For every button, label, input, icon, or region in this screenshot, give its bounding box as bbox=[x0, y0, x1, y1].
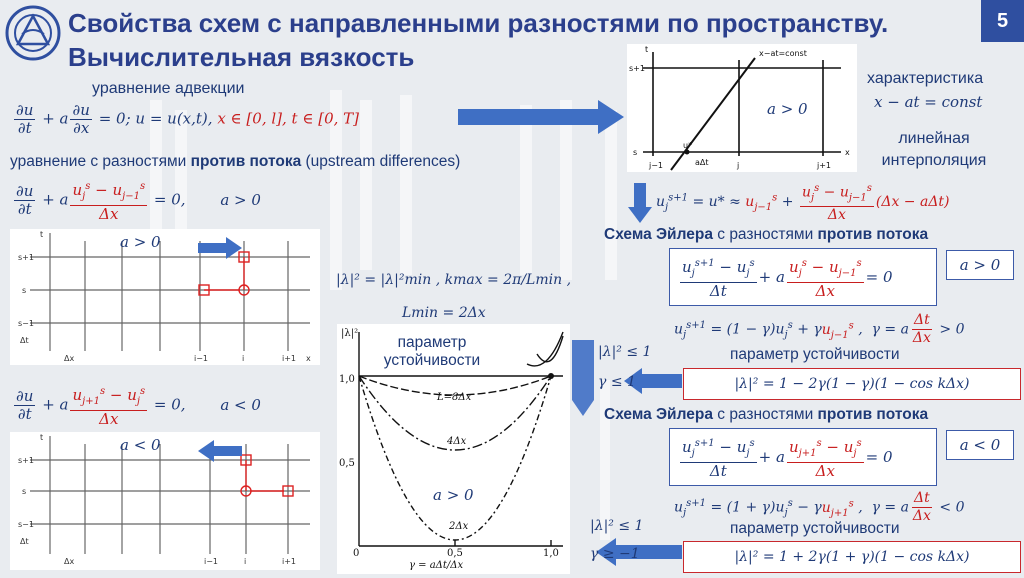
grid1-label-dt: Δt bbox=[20, 336, 29, 345]
interpolation-equation: $u_j^{s+1} = u* \approx u_{j-1}^s$ + $\frac{u_j^s - u_{j-1}^s}{\Delta x}$ (Δx − aΔt) bbox=[656, 180, 950, 224]
characteristic-label: характеристика bbox=[867, 70, 984, 87]
scheme1-condition: a > 0 bbox=[946, 250, 1014, 280]
grid1-label-i: i bbox=[242, 354, 245, 363]
advection-domain: x ∈ [0, l], t ∈ [0, T] bbox=[217, 109, 360, 128]
interpolation-label: линейная интерполяция bbox=[881, 130, 987, 169]
char-label-s: s bbox=[633, 148, 638, 157]
scheme2-equation-box: $\frac{u_j^{s+1} - u_j^s}{\Delta t}$ + a $\frac{u_{j+1}^s - u_j^s}{\Delta x}$ = 0 bbox=[669, 428, 937, 486]
grid2-label-im1: i−1 bbox=[204, 557, 219, 566]
grid-lines bbox=[30, 233, 310, 351]
grid2-label-dt: Δt bbox=[20, 537, 29, 546]
slide-title-line2: Вычислительная вязкость bbox=[68, 42, 415, 72]
char-label-jm1: j−1 bbox=[649, 161, 664, 170]
scheme2-title-pre: Схема Эйлера bbox=[604, 406, 713, 423]
slide-title-line1: Свойства схем с направленными разностями по пространству. bbox=[68, 8, 889, 38]
scheme2-title bbox=[604, 406, 928, 424]
stability1-formula-box: |λ|² = 1 − 2γ(1 − γ)(1 − cos kΔx) bbox=[683, 368, 1021, 400]
upstream-equation-positive: $\frac{\partial u}{\partial t}$ + a $\frac{u_j^s - u_{j-1}^s}{\Delta x}$ = 0, a > 0 bbox=[12, 178, 261, 223]
grid1-label-im1: i−1 bbox=[194, 354, 209, 363]
grid2-condition: a < 0 bbox=[120, 436, 161, 454]
lmin-equation: Lmin = 2Δx bbox=[402, 305, 486, 321]
advection-eq-tail: = 0; u = u(x,t), bbox=[98, 109, 213, 128]
characteristic-diagram-svg bbox=[627, 44, 857, 172]
curve-label-4dx: 4Δx bbox=[447, 436, 467, 447]
plot-point-unity bbox=[548, 373, 554, 379]
arrow-down-interp-icon bbox=[628, 183, 652, 223]
scheme2-condition: a < 0 bbox=[946, 430, 1014, 460]
eq2-condition: a < 0 bbox=[220, 395, 261, 414]
grid1-label-s1: s+1 bbox=[18, 253, 34, 262]
flow-arrow-right-icon bbox=[198, 237, 242, 259]
arrow-to-characteristic-icon bbox=[458, 100, 624, 134]
plot-xlabel: γ = aΔt/Δx bbox=[409, 560, 464, 571]
curve-label-8dx: L=8Δx bbox=[437, 392, 472, 403]
stability2-bound: |λ|² ≤ 1 bbox=[590, 518, 644, 534]
scheme2-update: $u_j^{s+1} = (1 + \gamma)u_j^s - \gamma u_{j+1}^s$ , γ = a $\frac{\Delta t}{\Delta x}$ < 0 bbox=[674, 490, 965, 524]
char-label-ustar: u* bbox=[683, 141, 693, 150]
stability2-gamma: γ ≥ −1 bbox=[590, 546, 640, 562]
scheme1-title-pre: Схема Эйлера bbox=[604, 226, 713, 243]
scheme1-equation-box: $\frac{u_j^{s+1} - u_j^s}{\Delta t}$ + a $\frac{u_j^s - u_{j-1}^s}{\Delta x}$ = 0 bbox=[669, 248, 937, 306]
char-diagram-condition: a > 0 bbox=[767, 100, 808, 118]
grid2-label-t: t bbox=[40, 433, 44, 442]
upstream-label bbox=[10, 153, 460, 171]
lambda-relation: |λ|² = |λ|²min , kmax = 2π/Lmin , bbox=[336, 272, 572, 288]
plot-condition: a > 0 bbox=[433, 486, 474, 504]
plot-y05: 0,5 bbox=[339, 458, 355, 469]
characteristic-equation: x − at = const bbox=[874, 93, 983, 111]
characteristic-line bbox=[671, 58, 755, 170]
scheme2-title-mid: с разностями bbox=[712, 406, 818, 423]
flow-arrow-left-icon bbox=[198, 440, 242, 462]
plot-param-label: параметр устойчивости bbox=[377, 334, 487, 370]
stability1-bound: |λ|² ≤ 1 bbox=[598, 344, 652, 360]
plot-y1: 1,0 bbox=[339, 374, 355, 385]
scheme1-title bbox=[604, 226, 928, 244]
plot-ylabel: |λ|² bbox=[341, 328, 359, 339]
stencil-grid-negative-svg bbox=[10, 432, 320, 570]
stencil-grid-positive bbox=[10, 229, 320, 365]
char-label-s1: s+1 bbox=[629, 64, 645, 73]
stability-plot bbox=[337, 324, 570, 574]
grid2-label-s: s bbox=[22, 487, 27, 496]
grid1-label-s: s bbox=[22, 286, 27, 295]
grid2-label-ip1: i+1 bbox=[282, 557, 297, 566]
char-label-adt: aΔt bbox=[695, 158, 709, 167]
grid2-label-sm1: s−1 bbox=[18, 520, 34, 529]
grid1-label-x: x bbox=[306, 354, 311, 363]
grid1-label-ip1: i+1 bbox=[282, 354, 297, 363]
stencil-negative bbox=[241, 455, 293, 496]
char-label-j: j bbox=[737, 161, 740, 170]
stability2-formula-box: |λ|² = 1 + 2γ(1 + γ)(1 − cos kΔx) bbox=[683, 541, 1021, 573]
scheme2-title-bold: против потока bbox=[817, 406, 929, 423]
arrow-down-to-plot-icon bbox=[572, 340, 594, 416]
curve-label-2dx: 2Δx bbox=[449, 521, 469, 532]
grid1-label-t: t bbox=[40, 230, 44, 239]
scheme1-title-bold: против потока bbox=[817, 226, 929, 243]
scheme1-title-mid: с разностями bbox=[712, 226, 818, 243]
char-label-x: x bbox=[845, 148, 850, 157]
stability1-gamma: γ ≤ 1 bbox=[598, 374, 636, 390]
advection-label: уравнение адвекции bbox=[92, 80, 245, 97]
grid1-label-sm1: s−1 bbox=[18, 319, 34, 328]
university-logo bbox=[4, 4, 62, 62]
stability-param-label-2: параметр устойчивости bbox=[730, 520, 900, 537]
plot-x0: 0 bbox=[353, 548, 360, 559]
slide-number-badge: 5 bbox=[981, 0, 1024, 42]
grid2-label-i: i bbox=[244, 557, 247, 566]
characteristic-diagram bbox=[627, 44, 857, 172]
upstream-label-bold: против потока bbox=[190, 153, 302, 170]
upstream-equation-negative: $\frac{\partial u}{\partial t}$ + a $\frac{u_{j+1}^s - u_j^s}{\Delta x}$ = 0, a < 0 bbox=[12, 383, 261, 428]
upstream-label-pre: уравнение с разностями bbox=[10, 153, 191, 170]
stencil-grid-positive-svg bbox=[10, 229, 320, 365]
stability-param-label-1: параметр устойчивости bbox=[730, 346, 900, 363]
grid1-condition: a > 0 bbox=[120, 233, 161, 251]
stencil-grid-negative bbox=[10, 432, 320, 570]
grid2-lines bbox=[30, 436, 310, 554]
char-label-jp1: j+1 bbox=[817, 161, 832, 170]
grid1-label-dx: Δx bbox=[64, 354, 75, 363]
plot-x05: 0,5 bbox=[447, 548, 463, 559]
grid2-label-s1: s+1 bbox=[18, 456, 34, 465]
upstream-label-post: (upstream differences) bbox=[301, 153, 461, 170]
advection-equation: $\frac{\partial u}{\partial t}$ + a $\frac{\partial u}{\partial x}$ = 0; u = u(x,t), x ∈ [0, l], t ∈ [0, T] bbox=[16, 101, 360, 137]
scheme1-update: $u_j^{s+1} = (1 - \gamma)u_j^s + \gamma u_{j-1}^s$ , γ = a $\frac{\Delta t}{\Delta x}$ > 0 bbox=[674, 312, 965, 346]
char-label-line: x−at=const bbox=[759, 49, 807, 58]
eq1-condition: a > 0 bbox=[220, 190, 261, 209]
grid2-label-dx: Δx bbox=[64, 557, 75, 566]
plot-x1: 1,0 bbox=[543, 548, 559, 559]
char-label-t: t bbox=[645, 45, 649, 54]
